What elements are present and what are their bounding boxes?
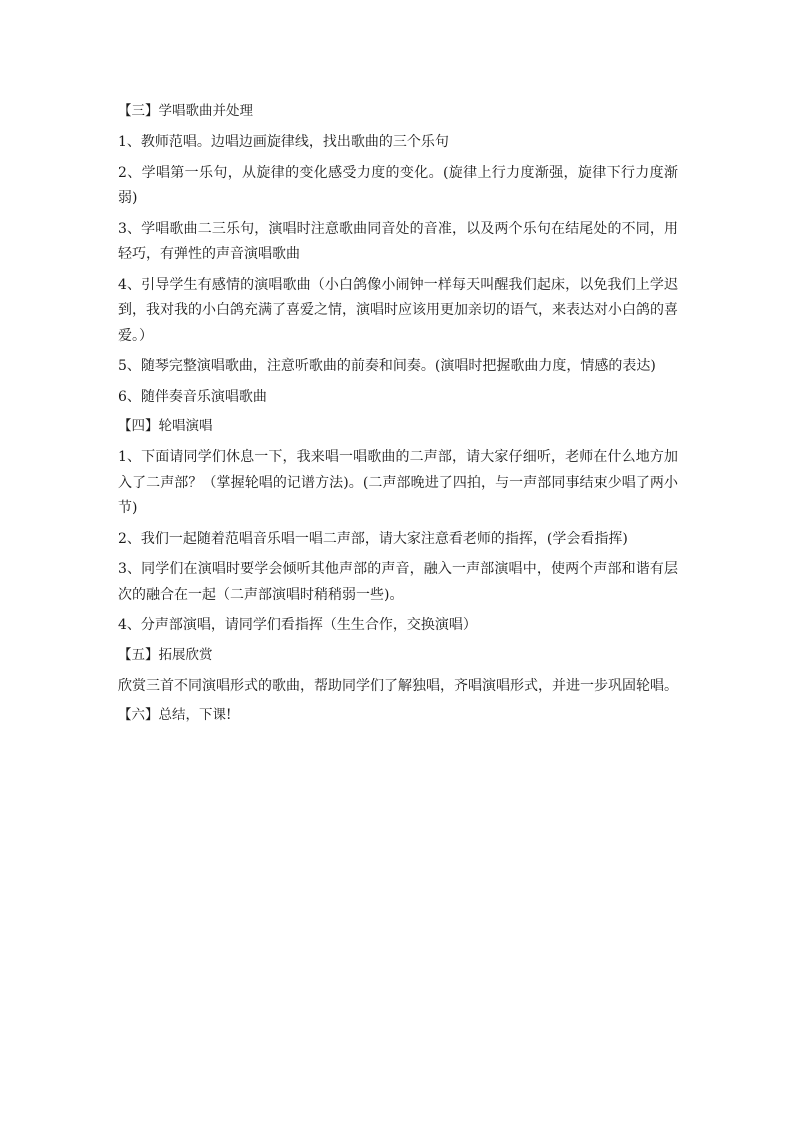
- step-4-4: 4、分声部演唱，请同学们看指挥（生生合作，交换演唱）: [118, 617, 477, 633]
- step-4-2: 2、我们一起随着范唱音乐唱一唱二声部，请大家注意看老师的指挥，(学会看指挥): [118, 530, 628, 547]
- step-3-3: 3、学唱歌曲二三乐句，演唱时注意歌曲同音处的音准，以及两个乐句在结尾处的不同，用轻巧，有弹性的声音演唱歌曲: [118, 220, 678, 262]
- section-heading-6: 【六】总结，下课!: [118, 707, 232, 723]
- step-3-4: 4、引导学生有感情的演唱歌曲（小白鸽像小闹钟一样每天叫醒我们起床，以免我们上学迟到，我对我的小白鸽充满了喜爱之情，演唱时应该用更加亲切的语气，来表达对小白鸽的喜爱。）: [118, 276, 678, 344]
- step-3-5: 5、随琴完整演唱歌曲，注意听歌曲的前奏和间奏。(演唱时把握歌曲力度，情感的表达): [118, 358, 656, 374]
- step-3-6: 6、随伴奏音乐演唱歌曲: [118, 388, 267, 405]
- section-heading-3: 【三】学唱歌曲并处理: [118, 103, 253, 119]
- step-5-1: 欣赏三首不同演唱形式的歌曲，帮助同学们了解独唱，齐唱演唱形式，并进一步巩固轮唱。: [118, 677, 678, 694]
- step-4-3: 3、同学们在演唱时要学会倾听其他声部的声音，融入一声部演唱中，使两个声部和谐有层次的融合在一起（二声部演唱时稍稍弱一些)。: [118, 561, 678, 603]
- step-3-1: 1、教师范唱。边唱边画旋律线，找出歌曲的三个乐句: [118, 134, 449, 150]
- section-heading-5: 【五】拓展欣赏: [118, 646, 213, 663]
- section-heading-4: 【四】轮唱演唱: [118, 418, 213, 434]
- step-3-2: 2、学唱第一乐句，从旋律的变化感受力度的变化。(旋律上行力度渐强，旋律下行力度渐弱): [118, 164, 678, 206]
- step-4-1: 1、下面请同学们休息一下，我来唱一唱歌曲的二声部，请大家仔细听，老师在什么地方加入了二声部？（掌握轮唱的记谱方法)。(二声部晚进了四拍，与一声部同事结束少唱了两小节): [118, 449, 678, 516]
- document-body: [118, 100, 678, 734]
